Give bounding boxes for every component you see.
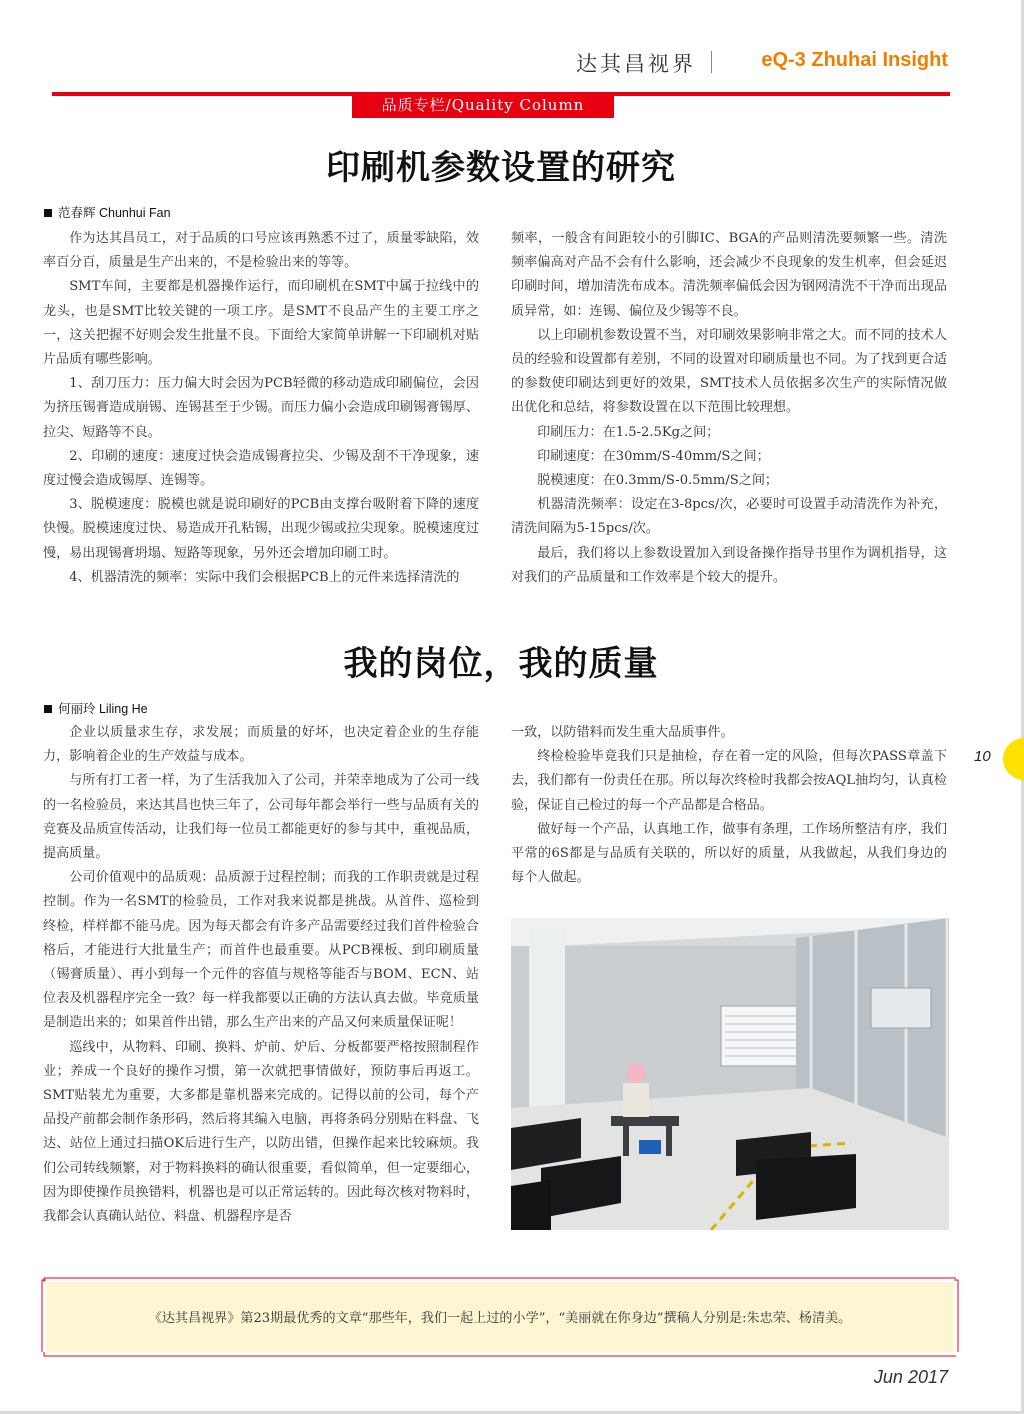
article2-title: 我的岗位，我的质量 — [343, 644, 659, 684]
workshop-scene-illustration — [511, 918, 949, 1230]
paragraph: 机器清洗频率：设定在3-8pcs/次，必要时可设置手动清洗作为补充，清洗间隔为5-15pcs/次。 — [511, 497, 947, 537]
article1-byline — [44, 203, 171, 221]
bullet-square-icon — [44, 209, 52, 217]
article2-left-column — [43, 721, 479, 1229]
paragraph: 1、刮刀压力：压力偏大时会因为PCB轻微的移动造成印刷偏位，会因为挤压锡膏造成崩锡、连锡甚至于少锡。而压力偏小会造成印刷锡膏锡厚、拉尖、短路等不良。 — [43, 376, 479, 440]
paragraph: 企业以质量求生存，求发展；而质量的好坏，也决定着企业的生存能力，影响着企业的生产效益与成本。 — [43, 725, 479, 765]
paragraph: SMT车间，主要都是机器操作运行，而印刷机在SMT中属于拉线中的龙头，也是SMT比较关键的一项工序。是SMT不良品产生的主要工序之一，这关把握不好则会发生批量不良。下面给大家简单讲解一下印刷机对贴片品质有哪些影响。 — [43, 279, 479, 368]
page-number: 10 — [974, 748, 991, 765]
paragraph: 4、机器清洗的频率：实际中我们会根据PCB上的元件来选择清洗的 — [69, 569, 460, 585]
paragraph: 公司价值观中的品质观：品质源于过程控制；而我的工作职责就是过程控制。作为一名SMT的检验员，工作对我来说都是挑战。从首件、巡检到终检，样样都不能马虎。因为每天都会有许多产品需要经过我们首件检验合格后，才能进行大批量生产；而首件也最重要。从PCB裸板、到印刷质量（锡膏质量）、再小到每一个元件的容值与规格等能否与BOM、ECN、站位表及机器程序完全一致？每一样我都要以正确的方法认真去做。毕竟质量是制造出来的；如果首件出错，那么生产出来的产品又何来质量保证呢！ — [43, 870, 479, 1031]
paragraph: 印刷压力：在1.5-2.5Kg之间； — [537, 424, 720, 440]
masthead-english: eQ-3 Zhuhai Insight — [761, 49, 948, 71]
paragraph: 以上印刷机参数设置不当，对印刷效果影响非常之大。而不同的技术人员的经验和设置都有差别，不同的设置对印刷质量也不同。为了找到更合适的参数使印刷达到更好的效果，SMT技术人员依据多次生产的实际情况做出优化和总结，将参数设置在以下范围比较理想。 — [511, 327, 947, 416]
footer-date: Jun 2017 — [873, 1367, 948, 1387]
page-tab-marker — [1003, 738, 1024, 780]
paragraph: 2、印刷的速度：速度过快会造成锡膏拉尖、少锡及刮不干净现象，速度过慢会造成锡厚、连锡等。 — [43, 448, 479, 489]
article1-author: 范春辉 Chunhui Fan — [58, 206, 171, 220]
article1-left-column — [43, 227, 479, 590]
paragraph: 巡线中，从物料、印刷、换料、炉前、炉后、分板都要严格按照制程作业；养成一个良好的操作习惯，第一次就把事情做好，预防事后再返工。SMT贴装尤为重要，大多都是靠机器来完成的。记得以前的公司，每个产品投产前都会制作条形码，然后将其编入电脑，再将条码分别贴在料盘、飞达、站位上通过扫描OK后进行生产，以防出错，但操作起来比较麻烦。我们公司转线频繁，对于物料换料的确认很重要，看似简单，但一定要细心，因为即使操作员换错料，机器也是可以正常运转的。因此每次核对物料时，我都会认真确认站位、料盘、机器程序是否 — [43, 1039, 479, 1225]
workshop-photo — [511, 918, 949, 1230]
paragraph: 印刷速度：在30mm/S-40mm/S之间； — [537, 448, 770, 464]
paragraph: 与所有打工者一样，为了生活我加入了公司，并荣幸地成为了公司一线的一名检验员，来达其昌也快三年了，公司每年都会举行一些与品质有关的竞赛及品质宣传活动，让我们每一位员工都能更好的参与其中，重视品质，提高质量。 — [43, 773, 479, 862]
article2-right-column — [511, 721, 947, 890]
article2-byline — [44, 699, 148, 717]
paragraph: 作为达其昌员工，对于品质的口号应该再熟悉不过了，质量零缺陷，效率百分百，质量是生产出来的，不是检验出来的等等。 — [43, 231, 479, 271]
masthead — [0, 48, 948, 76]
notice-box — [40, 1276, 960, 1358]
paragraph: 终检检验毕竟我们只是抽检，存在着一定的风险，但每次PASS章盖下去，我们都有一份责任在那。所以每次终检时我都会按AQL抽均匀，认真检验，保证自己检过的每一个产品都是合格品。 — [511, 749, 947, 813]
article2-author: 何丽玲 Liling He — [58, 702, 148, 716]
paragraph: 做好每一个产品，认真地工作，做事有条理，工作场所整洁有序，我们平常的6S都是与品质有关联的，所以好的质量，从我做起，从我们身边的每个人做起。 — [511, 821, 947, 886]
paragraph: 频率，一般含有间距较小的引脚IC、BGA的产品则清洗要频繁一些。清洗频率偏高对产品不会有什么影响，还会减少不良现象的发生机率，但会延迟印刷时间，增加清洗布成本。清洗频率偏低会因为钢网清洗不干净而出现品质异常，如：连锡、偏位及少锡等不良。 — [511, 231, 947, 319]
paragraph: 最后，我们将以上参数设置加入到设备操作指导书里作为调机指导，这对我们的产品质量和工作效率是个较大的提升。 — [511, 545, 947, 585]
paragraph: 脱模速度：在0.3mm/S-0.5mm/S之间； — [537, 473, 779, 489]
notice-text: 《达其昌视界》第23期最优秀的文章“那些年，我们一起上过的小学”，“美丽就在你身边”撰稿人分别是:朱忠荣、杨清美。 — [148, 1311, 852, 1326]
paragraph: 一致，以防错料而发生重大品质事件。 — [511, 725, 734, 740]
paragraph: 3、脱模速度：脱模也就是说印刷好的PCB由支撑台吸附着下降的速度快慢。脱模速度过快、易造成开孔粘锡，出现少锡或拉尖现象。脱模速度过慢，易出现锡膏坍塌、短路等现象，另外还会增加印刷工时。 — [43, 497, 479, 561]
article1-title: 印刷机参数设置的研究 — [326, 148, 676, 188]
masthead-divider — [711, 51, 712, 73]
article1-right-column — [511, 227, 947, 590]
masthead-chinese: 达其昌视界 — [576, 52, 696, 76]
column-tag: 品质专栏/Quality Column — [352, 92, 614, 118]
bullet-square-icon — [44, 705, 52, 713]
